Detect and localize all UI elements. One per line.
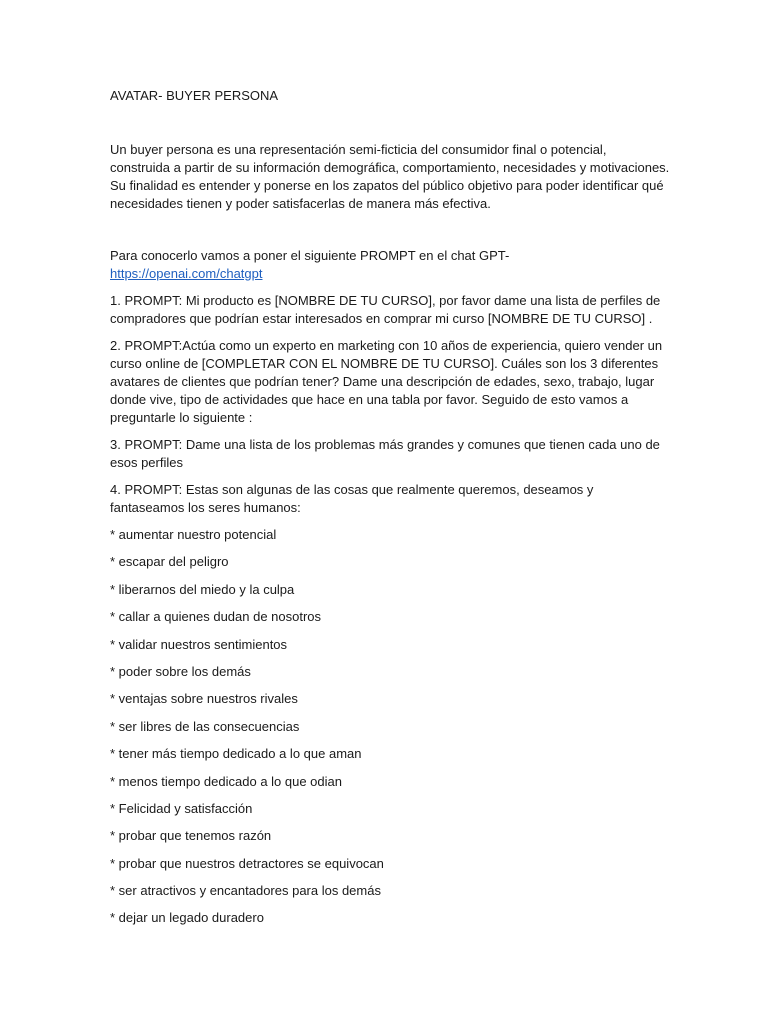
prompt-2: 2. PROMPT:Actúa como un experto en marketing con 10 años de experiencia, quiero vender un curso online de [COMPLETAR CON EL NOMBRE DE TU CURSO]. Cuáles son los 3 diferentes avatares de clientes que podrían tener? Dame una descripción de edades, sexo, trabajo, lugar donde vive, tipo de actividades que hace en una tabla por favor. Seguido de esto vamos a preguntarle lo siguiente : bbox=[110, 338, 663, 425]
list-item: * ser libres de las consecuencias bbox=[110, 718, 300, 734]
document-body bbox=[110, 87, 670, 937]
prompt-4: 4. PROMPT: Estas son algunas de las cosas que realmente queremos, deseamos y fantaseamos los seres humanos: bbox=[110, 482, 594, 515]
list-item: * menos tiempo dedicado a lo que odian bbox=[110, 773, 342, 789]
prompt-3: 3. PROMPT: Dame una lista de los problemas más grandes y comunes que tienen cada uno de esos perfiles bbox=[110, 437, 660, 470]
list-item: * ventajas sobre nuestros rivales bbox=[110, 691, 298, 707]
prompt-1: 1. PROMPT: Mi producto es [NOMBRE DE TU CURSO], por favor dame una lista de perfiles de compradores que podrían estar interesados en comprar mi curso [NOMBRE DE TU CURSO] . bbox=[110, 293, 661, 326]
document-title: AVATAR- BUYER PERSONA bbox=[110, 88, 279, 103]
list-item: * Felicidad y satisfacción bbox=[110, 800, 253, 816]
list-item: * aumentar nuestro potencial bbox=[110, 527, 277, 542]
list-item: * tener más tiempo dedicado a lo que aman bbox=[110, 746, 362, 762]
list-item: * probar que tenemos razón bbox=[110, 828, 272, 844]
list-item: * dejar un legado duradero bbox=[110, 910, 264, 926]
intro-paragraph: Un buyer persona es una representación semi-ficticia del consumidor final o potencial, construida a partir de su información demográfica, comportamiento, necesidades y motivaciones. Su finalidad es entender y ponerse en los zapatos del público objetivo para poder identificar qué necesidades tienen y poder satisfacerlas de manera más efectiva. bbox=[110, 142, 670, 211]
list-item: * probar que nuestros detractores se equivocan bbox=[110, 855, 384, 871]
list-item: * poder sobre los demás bbox=[110, 663, 251, 679]
gpt-intro-text: Para conocerlo vamos a poner el siguiente PROMPT en el chat GPT- bbox=[110, 248, 510, 263]
list-item: * validar nuestros sentimientos bbox=[110, 636, 288, 652]
list-item: * ser atractivos y encantadores para los demás bbox=[110, 883, 381, 899]
chatgpt-link[interactable]: https://openai.com/chatgpt bbox=[110, 266, 263, 281]
list-item: * liberarnos del miedo y la culpa bbox=[110, 581, 295, 597]
list-item: * callar a quienes dudan de nosotros bbox=[110, 609, 322, 625]
desires-list bbox=[110, 526, 670, 927]
list-item: * escapar del peligro bbox=[110, 554, 229, 570]
gpt-link-line bbox=[110, 265, 670, 283]
